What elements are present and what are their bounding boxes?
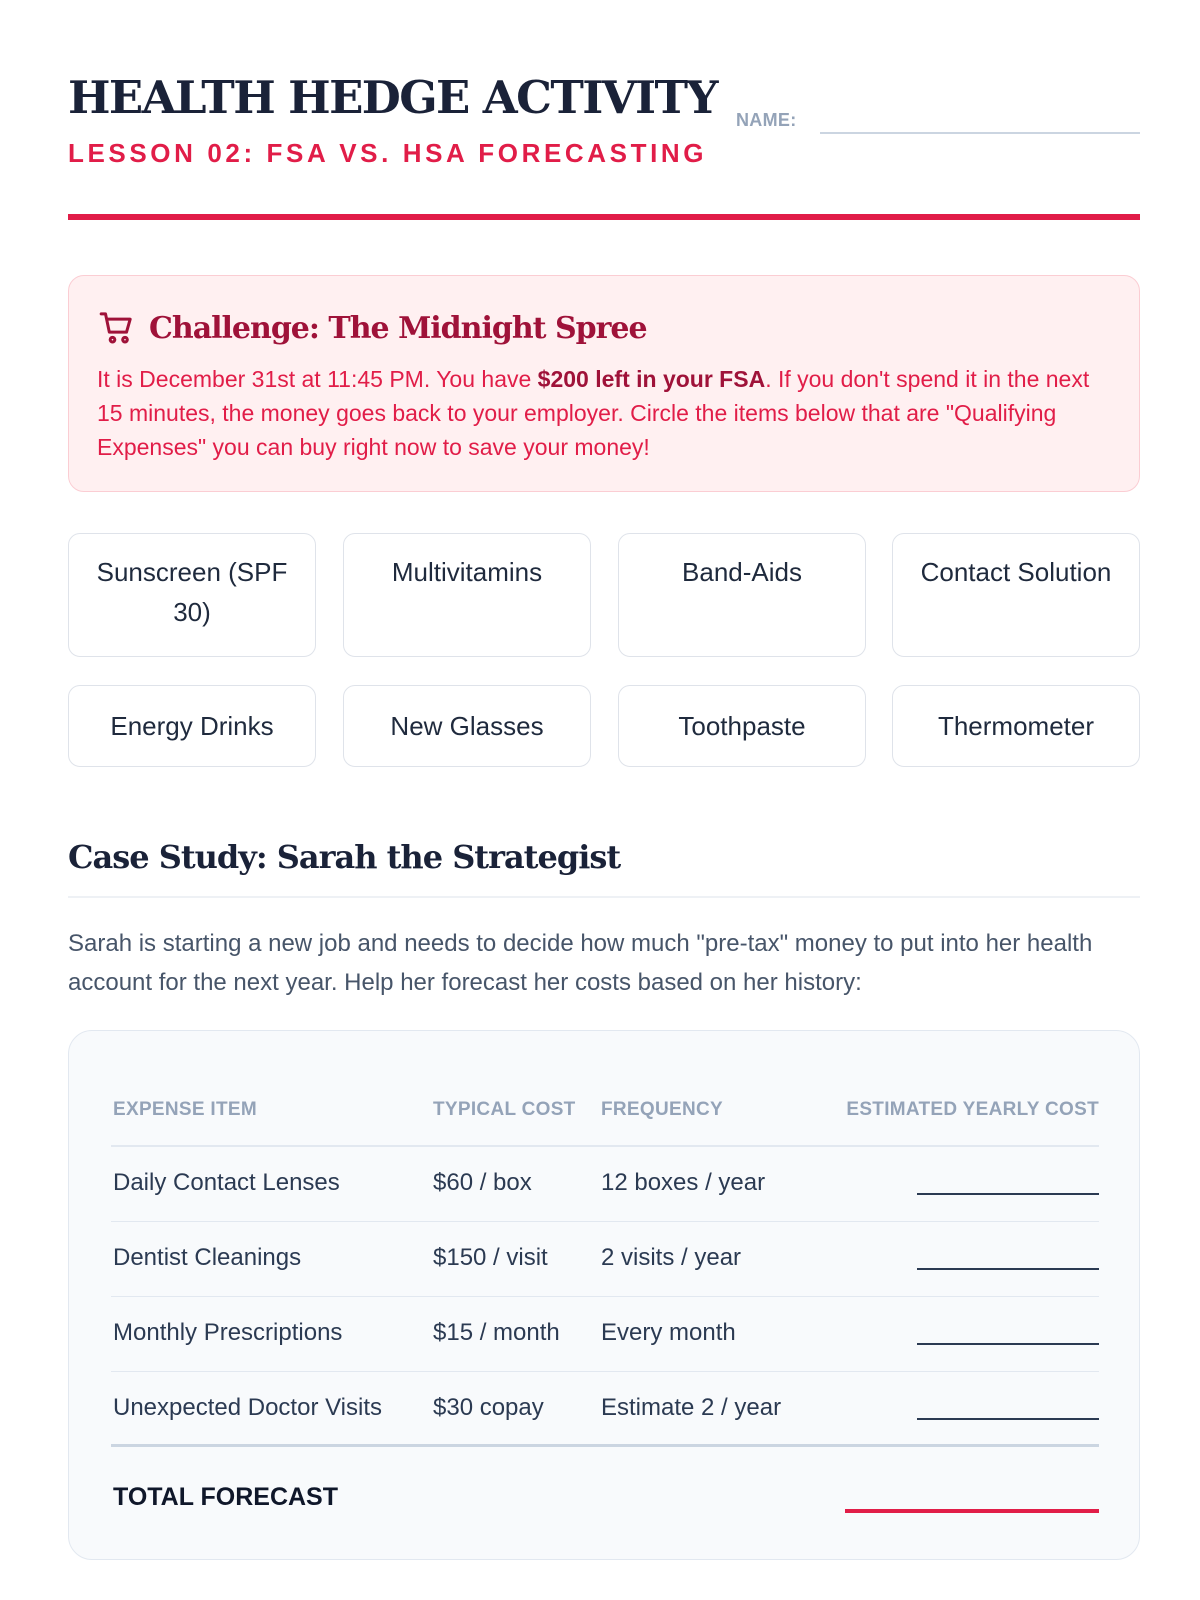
item-card-energy-drinks[interactable]: Energy Drinks [68,685,316,767]
challenge-text [97,362,1117,464]
table-row [111,1372,1099,1447]
typical-cost-cell: $150 / visit [433,1244,548,1271]
item-card-contact-solution[interactable]: Contact Solution [892,533,1140,657]
total-forecast-answer-line[interactable] [845,1509,1099,1513]
total-forecast-label: TOTAL FORECAST [113,1483,338,1511]
expense-item-cell: Daily Contact Lenses [113,1169,340,1196]
case-study-intro: Sarah is starting a new job and needs to decide how much "pre-tax" money to put into her health account for the next year. Help her forecast her costs based on her history: [68,930,1093,996]
header-typical-cost: TYPICAL COST [433,1099,576,1120]
header-estimated-yearly-cost: ESTIMATED YEARLY COST [846,1099,1099,1120]
typical-cost-cell: $30 copay [433,1394,544,1421]
yearly-cost-answer-line[interactable] [917,1343,1099,1345]
typical-cost-cell: $60 / box [433,1169,532,1196]
item-card-sunscreen[interactable]: Sunscreen (SPF 30) [68,533,316,657]
item-card-toothpaste[interactable]: Toothpaste [618,685,866,767]
frequency-cell: Every month [601,1319,736,1346]
worksheet-header [68,70,1140,168]
page-title: HEALTH HEDGE ACTIVITY [68,71,717,124]
expense-item-cell: Monthly Prescriptions [113,1319,343,1346]
yearly-cost-answer-line[interactable] [917,1193,1099,1195]
frequency-cell: 2 visits / year [601,1244,742,1271]
table-header-row [111,1069,1099,1147]
table-row [111,1222,1099,1297]
challenge-box [68,275,1140,492]
page-subtitle: LESSON 02: FSA VS. HSA FORECASTING [68,138,708,168]
item-card-multivitamins[interactable]: Multivitamins [343,533,591,657]
case-study-divider [68,896,1140,898]
total-forecast-row [111,1447,1099,1547]
shopping-cart-icon [97,308,137,348]
expense-item-cell: Unexpected Doctor Visits [113,1394,383,1421]
header-frequency: FREQUENCY [601,1099,723,1120]
name-label: NAME: [736,110,797,130]
forecast-table-card [68,1030,1140,1560]
challenge-text-start: It is December 31st at 11:45 PM. You have [97,366,538,392]
item-card-new-glasses[interactable]: New Glasses [343,685,591,767]
item-card-thermometer[interactable]: Thermometer [892,685,1140,767]
challenge-title: Challenge: The Midnight Spree [149,310,647,346]
typical-cost-cell: $15 / month [433,1319,560,1346]
challenge-text-highlight: $200 left in your FSA [537,366,766,392]
header-divider [68,214,1140,220]
yearly-cost-answer-line[interactable] [917,1418,1099,1420]
expense-item-cell: Dentist Cleanings [113,1244,302,1271]
header-expense-item: EXPENSE ITEM [113,1099,258,1120]
name-field-line[interactable] [820,132,1140,134]
forecast-table [111,1069,1099,1547]
yearly-cost-answer-line[interactable] [917,1268,1099,1270]
frequency-cell: Estimate 2 / year [601,1394,782,1421]
frequency-cell: 12 boxes / year [601,1169,766,1196]
item-card-band-aids[interactable]: Band-Aids [618,533,866,657]
case-study-title: Case Study: Sarah the Strategist [68,838,621,876]
challenge-text-end: . If you don't spend it in the next 15 minutes, the money goes back to your employer. Circle the items below that are "Qualifying Expenses" you can buy right now to save your money! [97,366,1090,460]
challenge-heading [97,308,647,348]
table-row [111,1297,1099,1372]
table-row [111,1147,1099,1222]
